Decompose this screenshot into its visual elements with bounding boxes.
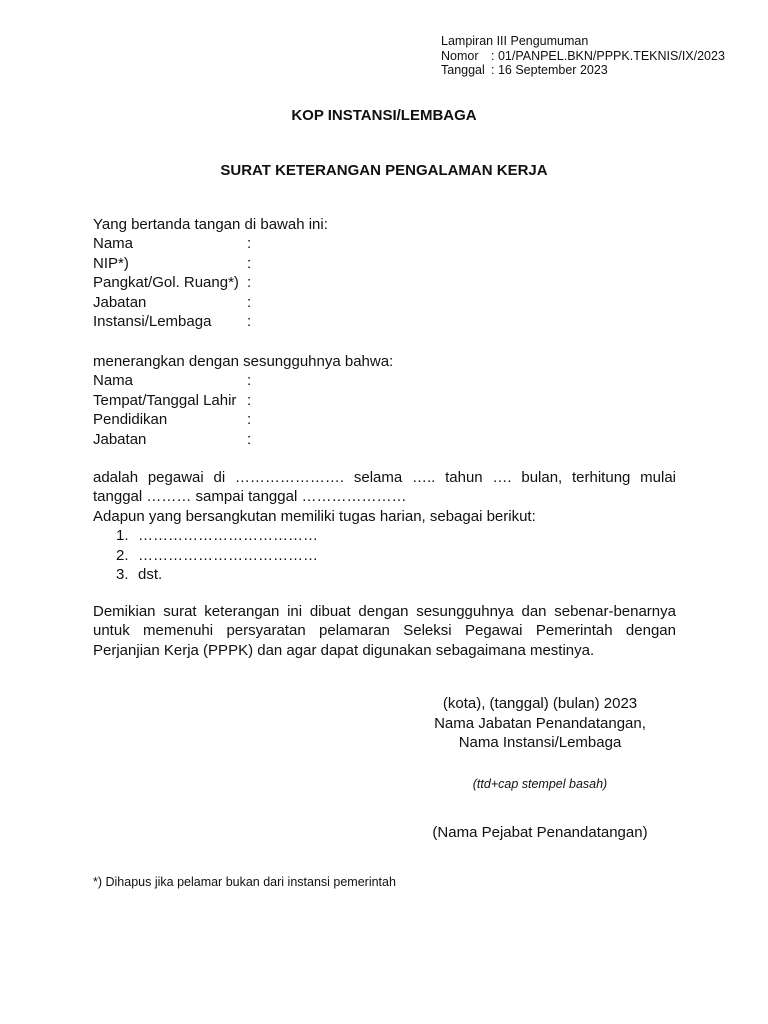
subject-field-jabatan: Jabatan : bbox=[93, 430, 252, 448]
employment-line-2: tanggal ……… sampai tanggal ………………… bbox=[93, 488, 407, 506]
attachment-tanggal bbox=[441, 63, 725, 78]
subject-section bbox=[93, 352, 676, 449]
subject-field-pendidikan: Pendidikan : bbox=[93, 411, 252, 429]
official-name: (Nama Pejabat Penandatangan) bbox=[432, 824, 648, 841]
footnote: *) Dihapus jika pelamar bukan dari instansi pemerintah bbox=[93, 875, 396, 889]
task-list bbox=[93, 526, 676, 584]
signature-place-date: (kota), (tanggal) (bulan) 2023 bbox=[442, 695, 638, 712]
signature-block bbox=[380, 694, 700, 753]
employment-paragraph bbox=[93, 468, 676, 584]
subject-field-nama: Nama : bbox=[93, 372, 252, 390]
closing-paragraph bbox=[93, 602, 676, 660]
list-item: 1. ……………………………… bbox=[116, 527, 318, 545]
signer-field-pangkat: Pangkat/Gol. Ruang*) : bbox=[93, 274, 252, 292]
signature-stamp-note: (ttd+cap stempel basah) bbox=[472, 777, 608, 791]
employment-line-3: Adapun yang bersangkutan memiliki tugas harian, sebagai berikut: bbox=[93, 507, 536, 525]
attachment-nomor bbox=[441, 49, 725, 64]
signer-field-jabatan: Jabatan : bbox=[93, 293, 252, 311]
tanggal-value: : 16 September 2023 bbox=[491, 63, 608, 77]
letterhead-placeholder: KOP INSTANSI/LEMBAGA bbox=[291, 107, 477, 124]
signature-institution: Nama Instansi/Lembaga bbox=[458, 734, 622, 752]
employment-line-1: adalah pegawai di …………………. selama ….. tahun …. bulan, terhitung mulai bbox=[93, 469, 676, 486]
signature-position: Nama Jabatan Penandatangan, bbox=[434, 714, 646, 732]
signer-field-instansi: Instansi/Lembaga : bbox=[93, 313, 252, 331]
list-item: 2. ……………………………… bbox=[116, 546, 318, 564]
closing-line-1: Demikian surat keterangan ini dibuat dengan sesungguhnya dan sebenar-benarnya bbox=[93, 603, 676, 620]
letter-title: SURAT KETERANGAN PENGALAMAN KERJA bbox=[220, 162, 548, 179]
list-item: 3. dst. bbox=[116, 566, 163, 584]
signer-section bbox=[93, 215, 676, 331]
signer-field-nip: NIP*) : bbox=[93, 254, 252, 272]
nomor-label: Nomor bbox=[441, 48, 479, 63]
signer-field-nama: Nama : bbox=[93, 235, 252, 253]
attachment-title: Lampiran III Pengumuman bbox=[441, 34, 589, 48]
subject-field-ttl: Tempat/Tanggal Lahir : bbox=[93, 391, 252, 409]
closing-line-3: Perjanjian Kerja (PPPK) dan agar dapat digunakan sebagaimana mestinya. bbox=[93, 641, 595, 659]
nomor-value: : 01/PANPEL.BKN/PPPK.TEKNIS/IX/2023 bbox=[491, 48, 725, 63]
signer-intro: Yang bertanda tangan di bawah ini: bbox=[93, 216, 328, 233]
attachment-header bbox=[441, 34, 725, 78]
tanggal-label: Tanggal bbox=[441, 63, 485, 77]
subject-intro: menerangkan dengan sesungguhnya bahwa: bbox=[93, 353, 394, 370]
closing-line-2: untuk memenuhi persyaratan pelamaran Seleksi Pegawai Pemerintah dengan bbox=[93, 622, 676, 640]
